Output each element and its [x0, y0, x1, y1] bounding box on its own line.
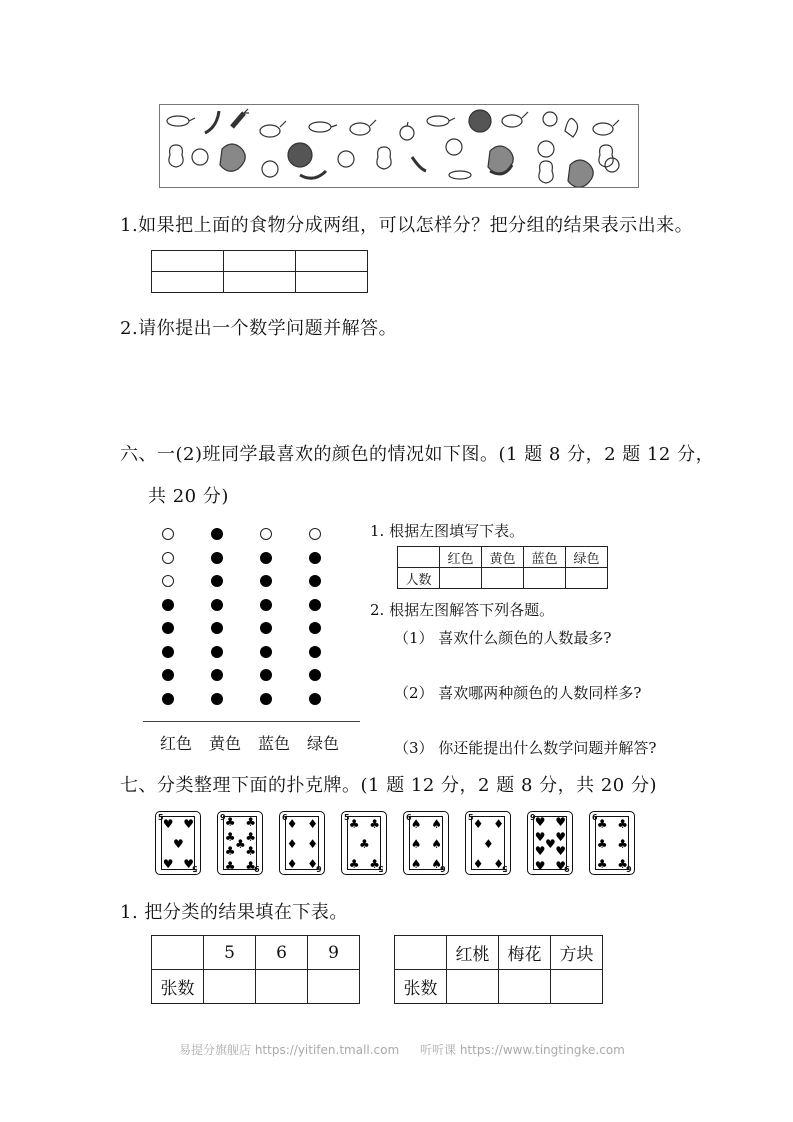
color-label-blue: 蓝色: [258, 734, 291, 753]
card-rank: 9: [254, 864, 260, 873]
table-cell[interactable]: [224, 272, 296, 293]
table-header-green: 绿色: [566, 547, 608, 568]
suit-header-clubs: 梅花: [499, 936, 551, 970]
suit-pip: ♥: [183, 817, 194, 832]
food-picture: [159, 104, 639, 188]
table-row-label: 人数: [398, 568, 440, 589]
suit-pip: ♥: [173, 837, 184, 851]
suit-pip: ♦: [493, 817, 504, 832]
filled-dot: [211, 599, 223, 611]
suit-pip: ♦: [307, 837, 318, 851]
table-header-yellow: 黄色: [482, 547, 524, 568]
filled-dot: [260, 669, 272, 681]
s7-sub1: 1. 把分类的结果填在下表。: [120, 902, 348, 923]
suit-pip: ♣: [369, 856, 380, 871]
filled-dot: [211, 575, 223, 587]
table-cell[interactable]: [152, 272, 224, 293]
suit-pip: ♥: [545, 837, 556, 851]
suit-pip: ♣: [617, 837, 628, 851]
filled-dot: [260, 693, 272, 705]
suit-pip: ♥: [162, 856, 174, 871]
row-label: 张数: [395, 970, 447, 1004]
filled-dot: [162, 622, 174, 634]
filled-dot: [309, 646, 321, 658]
suit-pip: ♣: [224, 815, 236, 830]
color-label-yellow: 黄色: [209, 734, 242, 753]
empty-dot: [162, 552, 174, 564]
suit-pip: ♦: [472, 817, 484, 832]
suit-pip: ♦: [286, 817, 298, 832]
answer-cell[interactable]: [204, 970, 256, 1004]
filled-dot: [211, 693, 223, 705]
empty-dot: [162, 528, 174, 540]
suit-pip: ♠: [410, 837, 422, 851]
answer-cell[interactable]: [482, 568, 524, 589]
suit-pip: ♠: [410, 817, 422, 832]
suit-pip: ♥: [534, 858, 546, 873]
filled-dot: [162, 693, 174, 705]
suit-pip: ♠: [431, 856, 442, 871]
suit-pip: ♦: [493, 856, 504, 871]
card-rank: 6: [316, 864, 322, 873]
suit-pip: ♣: [617, 817, 628, 832]
card-rank: 9: [530, 813, 536, 822]
suit-pip: ♥: [555, 858, 566, 873]
s6-p1: （1） 喜欢什么颜色的人数最多?: [394, 629, 612, 647]
rank-header-9: 9: [308, 936, 360, 970]
question-1: 1.如果把上面的食物分成两组，可以怎样分？把分组的结果表示出来。: [120, 215, 694, 236]
suit-pip: ♦: [483, 837, 494, 851]
suit-pip: ♥: [183, 856, 194, 871]
card-rank: 9: [564, 864, 570, 873]
filled-dot: [162, 646, 174, 658]
filled-dot: [309, 599, 321, 611]
answer-cell[interactable]: [256, 970, 308, 1004]
answer-cell[interactable]: [551, 970, 603, 1004]
suit-pip: ♥: [555, 815, 566, 830]
rank-table: [151, 935, 360, 1004]
table-cell[interactable]: [296, 251, 368, 272]
card-rank: 9: [220, 813, 226, 822]
s6-p3: （3） 你还能提出什么数学问题并解答?: [394, 739, 657, 757]
suit-pip: ♥: [534, 815, 546, 830]
suit-pip: ♣: [596, 856, 608, 871]
suit-pip: ♦: [286, 837, 298, 851]
suit-pip: ♣: [369, 817, 380, 832]
filled-dot: [260, 646, 272, 658]
suit-pip: ♣: [596, 837, 608, 851]
playing-card: [217, 811, 263, 875]
filled-dot: [211, 622, 223, 634]
suit-pip: ♥: [534, 829, 546, 844]
suit-pip: ♦: [307, 856, 318, 871]
table-corner: [398, 547, 440, 568]
card-rank: 6: [592, 813, 598, 822]
card-rank: 5: [344, 813, 350, 822]
chart-baseline: [143, 721, 360, 722]
filled-dot: [309, 552, 321, 564]
table-header-blue: 蓝色: [524, 547, 566, 568]
question-2: 2.请你提出一个数学问题并解答。: [120, 318, 398, 339]
suit-pip: ♥: [555, 844, 566, 859]
empty-dot: [309, 528, 321, 540]
suit-pip: ♣: [245, 844, 256, 859]
filled-dot: [162, 599, 174, 611]
filled-dot: [260, 599, 272, 611]
filled-dot: [162, 669, 174, 681]
table-corner: [395, 936, 447, 970]
suit-pip: ♣: [596, 817, 608, 832]
suit-pip: ♣: [245, 858, 256, 873]
answer-cell[interactable]: [566, 568, 608, 589]
answer-cell[interactable]: [308, 970, 360, 1004]
suit-header-diamonds: 方块: [551, 936, 603, 970]
section-7-title: 七、分类整理下面的扑克牌。(1 题 12 分，2 题 8 分，共 20 分): [120, 775, 657, 796]
suit-pip: ♣: [224, 844, 236, 859]
grouping-table: [151, 250, 368, 293]
color-count-table: [397, 546, 608, 589]
filled-dot: [309, 575, 321, 587]
suit-pip: ♠: [431, 837, 442, 851]
table-cell[interactable]: [224, 251, 296, 272]
playing-card: [341, 811, 387, 875]
filled-dot: [211, 552, 223, 564]
answer-cell[interactable]: [440, 568, 482, 589]
answer-cell[interactable]: [499, 970, 551, 1004]
playing-card: [403, 811, 449, 875]
rank-header-5: 5: [204, 936, 256, 970]
food-illustration: [160, 105, 638, 187]
filled-dot: [211, 528, 223, 540]
filled-dot: [260, 552, 272, 564]
card-rank: 6: [626, 864, 632, 873]
table-corner: [152, 936, 204, 970]
playing-cards: [155, 811, 635, 877]
suit-header-hearts: 红桃: [447, 936, 499, 970]
card-rank: 6: [440, 864, 446, 873]
card-rank: 6: [282, 813, 288, 822]
section-6-title-cont: 共 20 分): [148, 486, 229, 507]
filled-dot: [211, 669, 223, 681]
suit-pip: ♠: [410, 856, 422, 871]
playing-card: [465, 811, 511, 875]
playing-card: [155, 811, 201, 875]
suit-pip: ♦: [286, 856, 298, 871]
playing-card: [527, 811, 573, 875]
s6-p2: （2） 喜欢哪两种颜色的人数同样多?: [394, 684, 642, 702]
playing-card: [589, 811, 635, 875]
s6-sub2: 2. 根据左图解答下列各题。: [370, 601, 555, 619]
answer-cell[interactable]: [524, 568, 566, 589]
suit-pip: ♥: [555, 829, 566, 844]
suit-pip: ♣: [348, 856, 360, 871]
card-rank: 6: [406, 813, 412, 822]
suit-pip: ♦: [472, 856, 484, 871]
card-rank: 5: [502, 864, 508, 873]
table-cell[interactable]: [296, 272, 368, 293]
filled-dot: [309, 622, 321, 634]
empty-dot: [260, 528, 272, 540]
color-dot-chart: [140, 520, 362, 760]
suit-pip: ♣: [245, 829, 256, 844]
s6-sub1: 1. 根据左图填写下表。: [370, 522, 525, 540]
suit-pip: ♣: [359, 837, 370, 851]
section-6-title: 六、一(2)班同学最喜欢的颜色的情况如下图。(1 题 8 分，2 题 12 分，: [120, 444, 715, 465]
card-rank: 5: [158, 813, 164, 822]
row-label: 张数: [152, 970, 204, 1004]
suit-pip: ♣: [235, 837, 246, 851]
suit-pip: ♣: [617, 856, 628, 871]
suit-pip: ♥: [162, 817, 174, 832]
suit-pip: ♣: [224, 858, 236, 873]
filled-dot: [211, 646, 223, 658]
color-label-red: 红色: [160, 734, 193, 753]
card-rank: 5: [192, 864, 198, 873]
filled-dot: [260, 622, 272, 634]
answer-cell[interactable]: [447, 970, 499, 1004]
footer-right: 听听课 https://www.tingtingke.com: [420, 1043, 625, 1057]
playing-card: [279, 811, 325, 875]
suit-pip: ♥: [534, 844, 546, 859]
suit-pip: ♣: [245, 815, 256, 830]
footer-left: 易提分旗舰店 https://yitifen.tmall.com: [179, 1043, 400, 1057]
card-rank: 5: [378, 864, 384, 873]
suit-pip: ♦: [307, 817, 318, 832]
filled-dot: [260, 575, 272, 587]
suit-pip: ♣: [348, 817, 360, 832]
table-header-red: 红色: [440, 547, 482, 568]
table-cell[interactable]: [152, 251, 224, 272]
empty-dot: [162, 575, 174, 587]
suit-table: [394, 935, 603, 1004]
color-label-green: 绿色: [307, 734, 340, 753]
rank-header-6: 6: [256, 936, 308, 970]
filled-dot: [309, 693, 321, 705]
card-rank: 5: [468, 813, 474, 822]
filled-dot: [309, 669, 321, 681]
suit-pip: ♣: [224, 829, 236, 844]
suit-pip: ♠: [431, 817, 442, 832]
